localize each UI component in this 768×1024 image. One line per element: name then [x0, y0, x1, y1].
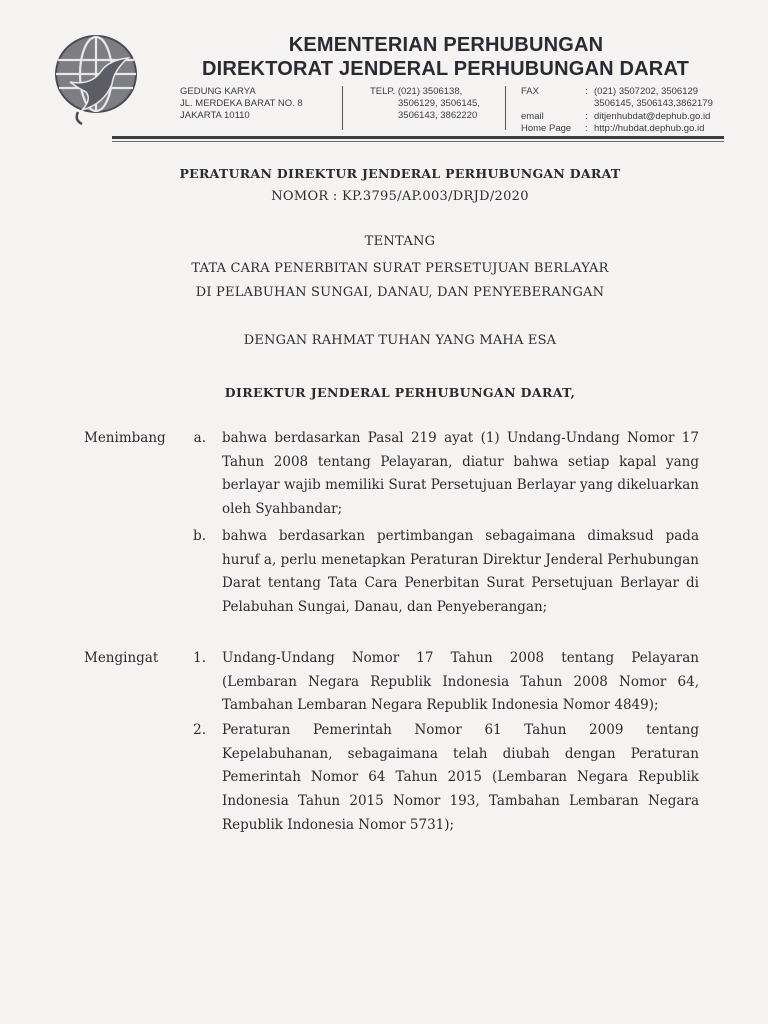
separator: :	[585, 86, 588, 97]
letterhead-rule	[112, 141, 724, 142]
email-address: ditjenhubdat@dephub.go.id	[594, 111, 711, 122]
item-marker: 1.	[193, 650, 206, 666]
separator: :	[585, 123, 588, 134]
consideration-paragraph: bahwa berdasarkan pertimbangan sebagaimana dimaksud pada huruf a, perlu menetapkan Peraturan Direktur Jenderal Perhubungan Darat tentang Tata Cara Penerbitan Surat Persetujuan Berlayar di Pelabuhan Sungai, Danau, dan Penyeberangan;	[222, 528, 699, 616]
fax-label: FAX	[521, 86, 539, 97]
ministry-name: KEMENTERIAN PERHUBUNGAN	[288, 34, 604, 56]
item-marker: a.	[193, 430, 206, 446]
preamble: DENGAN RAHMAT TUHAN YANG MAHA ESA	[243, 333, 557, 348]
fax-number: 3506145, 3506143,3862179	[594, 98, 713, 109]
directorate-name: DIREKTORAT JENDERAL PERHUBUNGAN DARAT	[201, 58, 690, 80]
regulation-number: NOMOR : KP.3795/AP.003/DRJD/2020	[271, 189, 529, 204]
menimbang-label: Menimbang	[84, 430, 166, 446]
separator: :	[585, 111, 588, 122]
telephone-line: 3506143, 3862220	[398, 110, 478, 121]
telephone-line: 3506129, 3506145,	[398, 98, 480, 109]
homepage-label: Home Page	[521, 123, 572, 134]
address-line: GEDUNG KARYA	[180, 86, 256, 97]
telephone-block	[370, 86, 480, 122]
item-marker: b.	[193, 528, 206, 544]
legal-basis-paragraph: Undang-Undang Nomor 17 Tahun 2008 tentang Pelayaran (Lembaran Negara Republik Indonesia Tahun 2008 Nomor 64, Tambahan Lembaran Negara Republik Indonesia Nomor 4849);	[222, 650, 699, 714]
consideration-paragraph: bahwa berdasarkan Pasal 219 ayat (1) Undang-Undang Nomor 17 Tahun 2008 tentang Pelayaran, diatur bahwa setiap kapal yang berlayar wajib memiliki Surat Persetujuan Berlayar yang dikeluarkan oleh Syahbandar;	[222, 430, 699, 518]
homepage-url: http://hubdat.dephub.go.id	[594, 123, 705, 134]
email-label: email	[521, 111, 544, 122]
fax-number: (021) 3507202, 3506129	[594, 86, 699, 97]
tentang-label: TENTANG	[364, 234, 436, 249]
address-line: JAKARTA 10110	[180, 110, 250, 121]
regulation-heading: PERATURAN DIREKTUR JENDERAL PERHUBUNGAN DARAT	[179, 166, 621, 181]
telephone-line: TELP. (021) 3506138,	[370, 86, 463, 97]
item-marker: 2.	[193, 722, 206, 738]
legal-basis-paragraph: Peraturan Pemerintah Nomor 61 Tahun 2009 tentang Kepelabuhanan, sebagaimana telah diubah dengan Peraturan Pemerintah Nomor 64 Tahun 2015 (Lembaran Negara Republik Indonesia Tahun 2015 Nomor 193, Tambahan Lembaran Negara Republik Indonesia Nomor 5731);	[222, 722, 699, 833]
address-block	[180, 86, 303, 122]
letterhead-divider	[342, 86, 343, 130]
letterhead-divider	[505, 86, 506, 130]
regulation-title: TATA CARA PENERBITAN SURAT PERSETUJUAN BERLAYAR	[191, 261, 609, 276]
ministry-logo-icon	[52, 30, 144, 126]
address-line: JL. MERDEKA BARAT NO. 8	[180, 98, 303, 109]
mengingat-label: Mengingat	[84, 650, 159, 666]
letterhead-rule	[112, 136, 724, 139]
regulation-title: DI PELABUHAN SUNGAI, DANAU, DAN PENYEBERANGAN	[195, 285, 605, 300]
issuer-title: DIREKTUR JENDERAL PERHUBUNGAN DARAT,	[224, 385, 576, 400]
